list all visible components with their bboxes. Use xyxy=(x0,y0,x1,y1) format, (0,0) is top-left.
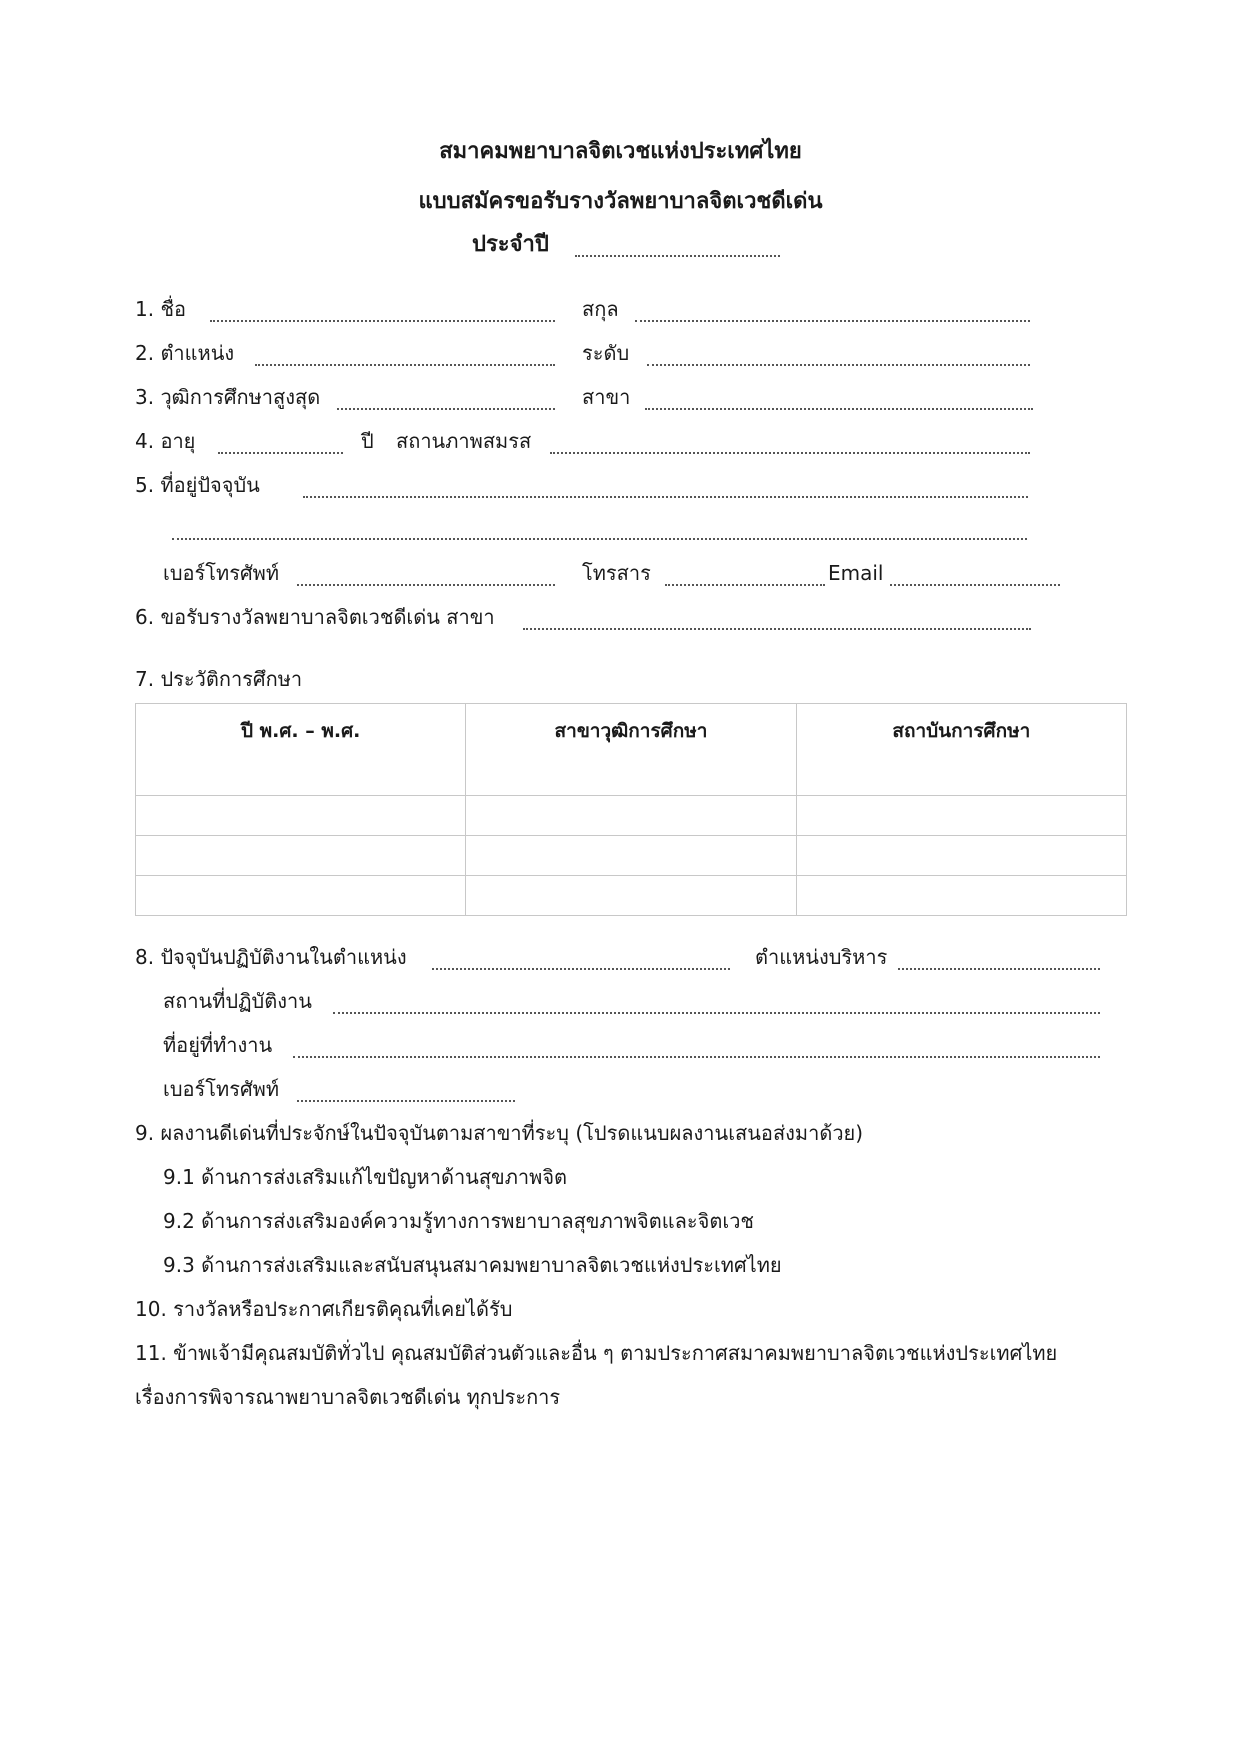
position-label: 2. ตำแหน่ง xyxy=(135,341,235,365)
section9-item3: 9.3 ด้านการส่งเสริมและสนับสนุนสมาคมพยาบาลจิตเวชแห่งประเทศไทย xyxy=(163,1253,782,1277)
position-field[interactable] xyxy=(255,364,555,366)
education-table xyxy=(135,703,1127,916)
table-row xyxy=(136,796,1127,836)
years-label: ปี xyxy=(361,429,374,453)
table-cell[interactable] xyxy=(136,876,466,916)
current-position-field[interactable] xyxy=(432,968,730,970)
email-label: Email xyxy=(828,561,884,585)
marital-label: สถานภาพสมรส xyxy=(396,429,532,453)
level-label: ระดับ xyxy=(582,341,630,365)
fax-label: โทรสาร xyxy=(582,561,651,585)
name-label: 1. ชื่อ xyxy=(135,297,187,321)
work-address-label: ที่อยู่ที่ทำงาน xyxy=(163,1033,273,1057)
address-field-1[interactable] xyxy=(303,496,1028,498)
col-institution-header: สถาบันการศึกษา xyxy=(796,704,1126,796)
table-header-row xyxy=(136,704,1127,796)
name-field[interactable] xyxy=(210,320,555,322)
admin-position-label: ตำแหน่งบริหาร xyxy=(755,945,888,969)
table-cell[interactable] xyxy=(796,876,1126,916)
table-cell[interactable] xyxy=(136,796,466,836)
section11-line2: เรื่องการพิจารณาพยาบาลจิตเวชดีเด่น ทุกประการ xyxy=(135,1385,561,1409)
field-field[interactable] xyxy=(645,408,1033,410)
email-field[interactable] xyxy=(890,584,1060,586)
section10-title: 10. รางวัลหรือประกาศเกียรติคุณที่เคยได้รับ xyxy=(135,1297,513,1321)
address-field-2[interactable] xyxy=(172,538,1027,540)
table-cell[interactable] xyxy=(796,836,1126,876)
section9-item2: 9.2 ด้านการส่งเสริมองค์ความรู้ทางการพยาบาลสุขภาพจิตและจิตเวช xyxy=(163,1209,754,1233)
award-branch-label: 6. ขอรับรางวัลพยาบาลจิตเวชดีเด่น สาขา xyxy=(135,605,495,629)
year-field[interactable] xyxy=(575,255,780,257)
workplace-field[interactable] xyxy=(333,1012,1100,1014)
work-address-field[interactable] xyxy=(293,1056,1100,1058)
col-years-header: ปี พ.ศ. – พ.ศ. xyxy=(136,704,466,796)
award-branch-field[interactable] xyxy=(523,628,1031,630)
year-label: ประจำปี xyxy=(472,232,549,257)
marital-field[interactable] xyxy=(550,452,1030,454)
form-title: แบบสมัครขอรับรางวัลพยาบาลจิตเวชดีเด่น xyxy=(418,189,823,214)
section11-line1: 11. ข้าพเจ้ามีคุณสมบัติทั่วไป คุณสมบัติส่วนตัวและอื่น ๆ ตามประกาศสมาคมพยาบาลจิตเวชแห่งประเทศไทย xyxy=(135,1341,1058,1365)
fax-field[interactable] xyxy=(665,584,825,586)
workplace-label: สถานที่ปฏิบัติงาน xyxy=(163,989,312,1013)
surname-label: สกุล xyxy=(582,297,619,321)
education-label: 3. วุฒิการศึกษาสูงสุด xyxy=(135,385,321,409)
education-history-label: 7. ประวัติการศึกษา xyxy=(135,667,303,691)
work-phone-label: เบอร์โทรศัพท์ xyxy=(163,1077,280,1101)
table-row xyxy=(136,876,1127,916)
education-field[interactable] xyxy=(337,408,555,410)
address-label: 5. ที่อยู่ปัจจุบัน xyxy=(135,473,260,497)
table-row xyxy=(136,836,1127,876)
level-field[interactable] xyxy=(647,364,1030,366)
table-cell[interactable] xyxy=(796,796,1126,836)
table-cell[interactable] xyxy=(466,876,796,916)
age-label: 4. อายุ xyxy=(135,429,196,453)
admin-position-field[interactable] xyxy=(898,968,1100,970)
surname-field[interactable] xyxy=(635,320,1030,322)
section9-item1: 9.1 ด้านการส่งเสริมแก้ไขปัญหาด้านสุขภาพจิต xyxy=(163,1165,568,1189)
work-phone-field[interactable] xyxy=(297,1100,515,1102)
phone-field[interactable] xyxy=(297,584,555,586)
age-field[interactable] xyxy=(218,452,343,454)
table-cell[interactable] xyxy=(136,836,466,876)
association-title: สมาคมพยาบาลจิตเวชแห่งประเทศไทย xyxy=(439,139,802,164)
col-degree-header: สาขาวุฒิการศึกษา xyxy=(466,704,796,796)
field-label: สาขา xyxy=(582,385,631,409)
table-cell[interactable] xyxy=(466,796,796,836)
table-cell[interactable] xyxy=(466,836,796,876)
current-position-label: 8. ปัจจุบันปฏิบัติงานในตำแหน่ง xyxy=(135,945,407,969)
phone-label: เบอร์โทรศัพท์ xyxy=(163,561,280,585)
section9-title: 9. ผลงานดีเด่นที่ประจักษ์ในปัจจุบันตามสาขาที่ระบุ (โปรดแนบผลงานเสนอส่งมาด้วย) xyxy=(135,1121,864,1145)
